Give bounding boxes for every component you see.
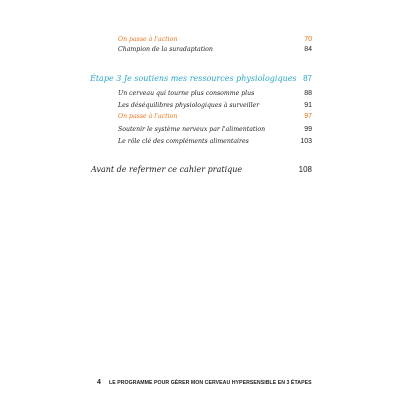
page-number: 4 [97, 379, 101, 386]
chapter-page: 87 [303, 74, 312, 83]
toc-entry-label: On passe à l'action [118, 36, 178, 43]
toc-entry-label: Le rôle clé des compléments alimentaires [118, 138, 249, 145]
chapter-title: Avant de refermer ce cahier pratique [91, 165, 243, 174]
toc-chapter-final [0, 164, 400, 176]
toc-entry-label: Un cerveau qui tourne plus consomme plus [118, 90, 255, 97]
toc-entry-label: Champion de la suradaptation [118, 46, 213, 53]
toc-entry-label: Soutenir le système nerveux par l'alimentation [118, 126, 266, 133]
toc-entry-page: 97 [304, 113, 312, 120]
chapter-title: Étape 3 Je soutiens mes ressources physiologiques [90, 74, 297, 83]
toc-entry-page: 84 [304, 46, 312, 53]
toc-chapter-step3 [0, 73, 400, 85]
toc-entry-step3-item-5 [0, 136, 400, 148]
toc-entry-page: 103 [300, 138, 312, 145]
chapter-page: 108 [298, 165, 312, 174]
toc-entry-champion [0, 44, 400, 56]
toc-entry-label: Les déséquilibres physiologiques à surveiller [118, 102, 260, 109]
toc-entry-page: 88 [304, 90, 312, 97]
toc-entry-step3-item-1 [0, 88, 400, 100]
toc-entry-page: 91 [304, 102, 312, 109]
page-footer [0, 377, 400, 389]
toc-entry-step3-item-4 [0, 124, 400, 136]
toc-entry-label: On passe à l'action [118, 113, 178, 120]
toc-entry-page: 99 [304, 126, 312, 133]
running-title: LE PROGRAMME POUR GÉRER MON CERVEAU HYPERSENSIBLE EN 3 ÉTAPES [109, 380, 312, 386]
toc-entry-step3-item-3 [0, 111, 400, 123]
toc-entry-page: 70 [304, 36, 312, 43]
